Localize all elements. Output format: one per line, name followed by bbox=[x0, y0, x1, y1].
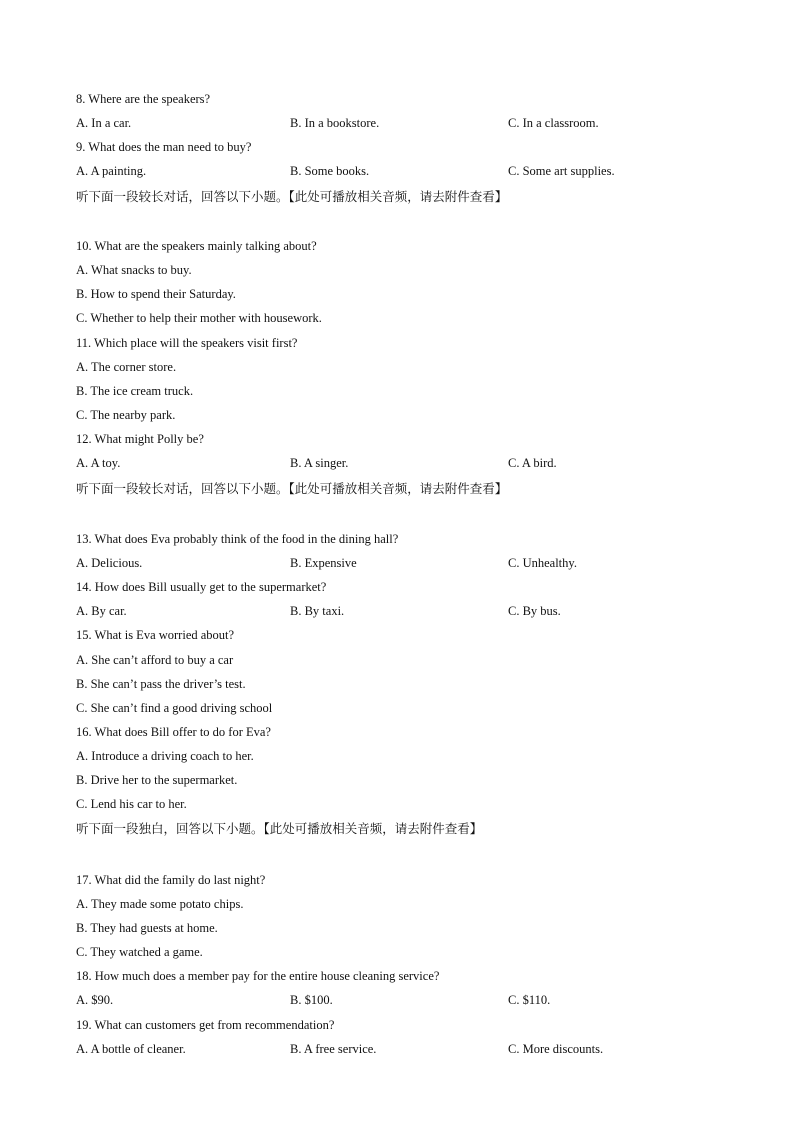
option-15a: A. She can’t afford to buy a car bbox=[76, 653, 234, 667]
question-10: 10. What are the speakers mainly talking about? bbox=[76, 239, 317, 253]
option-14b: B. By taxi. bbox=[290, 604, 345, 618]
option-18c: C. $110. bbox=[508, 993, 551, 1007]
option-10a: A. What snacks to buy. bbox=[76, 263, 192, 277]
option-13c: C. Unhealthy. bbox=[508, 556, 577, 570]
question-19: 19. What can customers get from recommendation? bbox=[76, 1018, 335, 1032]
option-9c: C. Some art supplies. bbox=[508, 164, 615, 178]
option-14c: C. By bus. bbox=[508, 604, 561, 618]
question-18: 18. How much does a member pay for the entire house cleaning service? bbox=[76, 969, 440, 983]
option-19b: B. A free service. bbox=[290, 1042, 377, 1056]
option-19c: C. More discounts. bbox=[508, 1042, 604, 1056]
option-12a: A. A toy. bbox=[76, 456, 121, 470]
option-10b: B. How to spend their Saturday. bbox=[76, 287, 236, 301]
option-17a: A. They made some potato chips. bbox=[76, 897, 244, 911]
question-13: 13. What does Eva probably think of the food in the dining hall? bbox=[76, 532, 399, 546]
option-12c: C. A bird. bbox=[508, 456, 557, 470]
option-8c: C. In a classroom. bbox=[508, 116, 599, 130]
question-15: 15. What is Eva worried about? bbox=[76, 628, 235, 642]
question-11: 11. Which place will the speakers visit first? bbox=[76, 336, 298, 350]
option-13b: B. Expensive bbox=[290, 556, 357, 570]
listening-instruction: 听下面一段较长对话，回答以下小题。【此处可播放相关音频，请去附件查看】 bbox=[76, 189, 508, 204]
option-18b: B. $100. bbox=[290, 993, 333, 1007]
question-16: 16. What does Bill offer to do for Eva? bbox=[76, 725, 271, 739]
question-9: 9. What does the man need to buy? bbox=[76, 140, 252, 154]
option-15b: B. She can’t pass the driver’s test. bbox=[76, 677, 246, 691]
question-8: 8. Where are the speakers? bbox=[76, 92, 211, 106]
option-11a: A. The corner store. bbox=[76, 360, 177, 374]
option-18a: A. $90. bbox=[76, 993, 114, 1007]
option-11c: C. The nearby park. bbox=[76, 408, 176, 422]
listening-instruction: 听下面一段独白，回答以下小题。【此处可播放相关音频，请去附件查看】 bbox=[76, 821, 483, 836]
option-8a: A. In a car. bbox=[76, 116, 132, 130]
listening-instruction: 听下面一段较长对话，回答以下小题。【此处可播放相关音频，请去附件查看】 bbox=[76, 481, 508, 496]
question-12: 12. What might Polly be? bbox=[76, 432, 204, 446]
option-10c: C. Whether to help their mother with housework. bbox=[76, 311, 322, 325]
option-16c: C. Lend his car to her. bbox=[76, 797, 187, 811]
question-14: 14. How does Bill usually get to the supermarket? bbox=[76, 580, 327, 594]
option-14a: A. By car. bbox=[76, 604, 127, 618]
option-19a: A. A bottle of cleaner. bbox=[76, 1042, 186, 1056]
option-17b: B. They had guests at home. bbox=[76, 921, 218, 935]
option-9b: B. Some books. bbox=[290, 164, 370, 178]
option-15c: C. She can’t find a good driving school bbox=[76, 701, 273, 715]
option-17c: C. They watched a game. bbox=[76, 945, 203, 959]
option-16a: A. Introduce a driving coach to her. bbox=[76, 749, 254, 763]
option-16b: B. Drive her to the supermarket. bbox=[76, 773, 238, 787]
question-17: 17. What did the family do last night? bbox=[76, 873, 266, 887]
option-9a: A. A painting. bbox=[76, 164, 147, 178]
option-12b: B. A singer. bbox=[290, 456, 349, 470]
option-13a: A. Delicious. bbox=[76, 556, 143, 570]
option-8b: B. In a bookstore. bbox=[290, 116, 380, 130]
option-11b: B. The ice cream truck. bbox=[76, 384, 194, 398]
